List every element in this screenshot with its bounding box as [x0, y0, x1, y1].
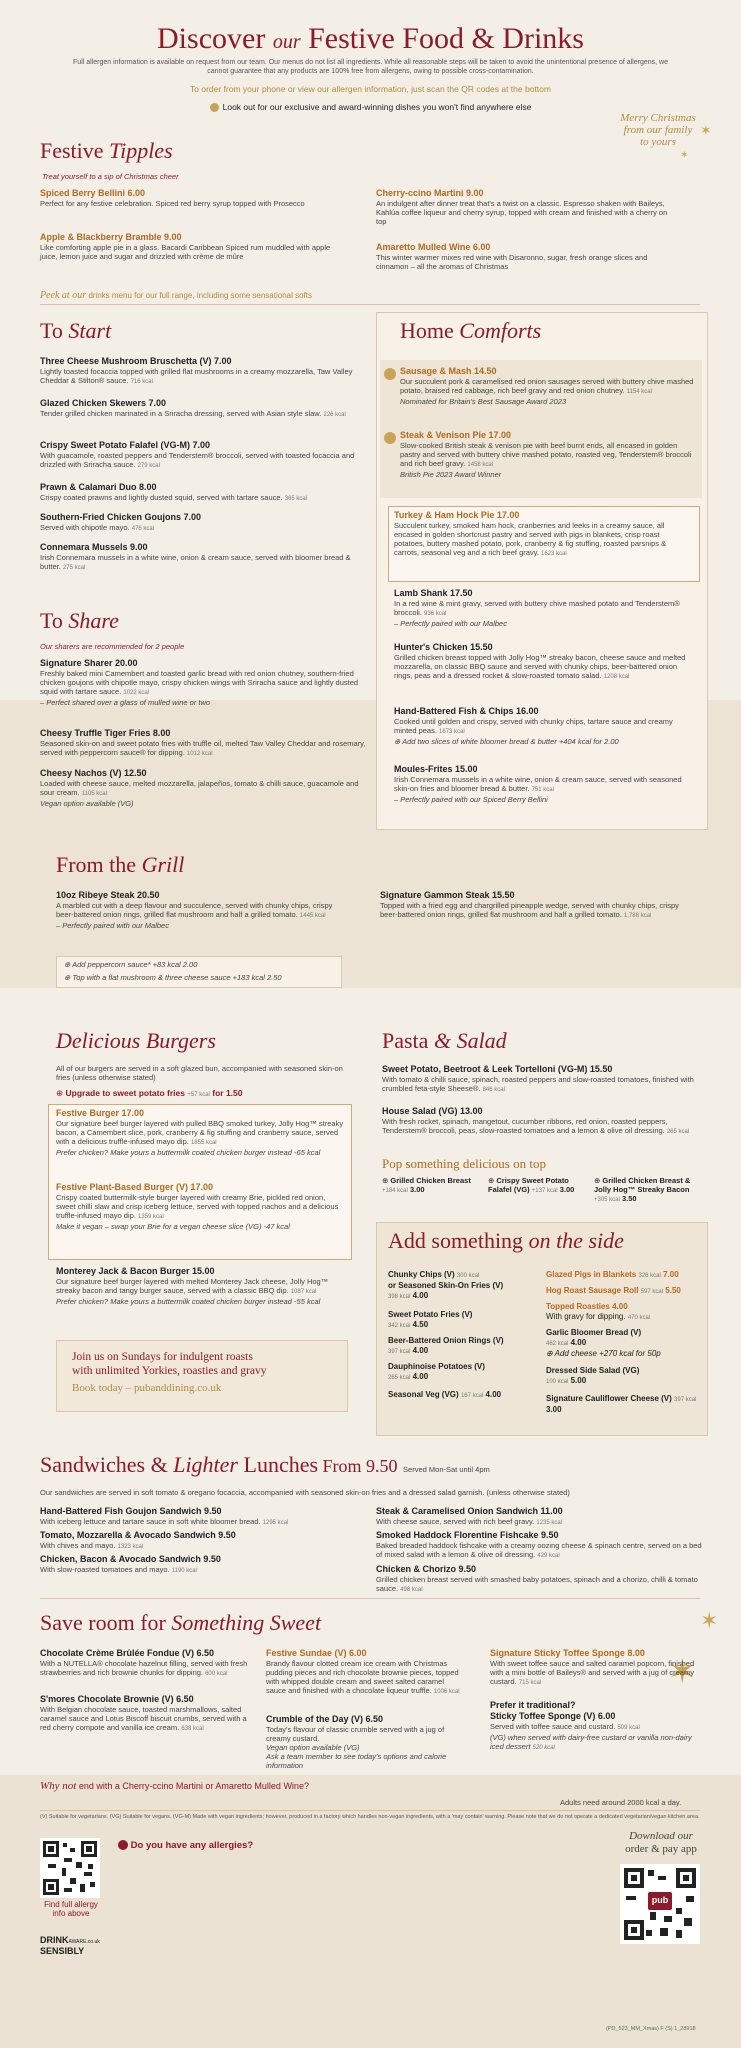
share-note: Our sharers are recommended for 2 people [40, 642, 185, 651]
order-instructions: To order from your phone or view our allergen information, just scan the QR codes at the bottom [190, 84, 551, 94]
sandwiches-title: Sandwiches & Lighter Lunches From 9.50 Served Mon-Sat until 4pm [40, 1452, 490, 1477]
greeting-line-1: Merry Christmas [620, 112, 696, 124]
sandwiches-intro: Our sandwiches are served in soft tomato & oregano focaccia, accompanied with seasoned skin-on fries and a dressed salad garnish. (unless otherwise stated) [40, 1488, 570, 1497]
tipples-title: Festive Tipples [40, 138, 173, 163]
menu-item: Crispy Sweet Potato Falafel (VG-M) 7.00 With guacamole, roasted peppers and Tenderstem® broccoli, served with toasted focaccia and drizzled with Sriracha sauce. 279 kcal [40, 440, 355, 469]
why-not-note: Why not end with a Cherry-ccino Martini or Amaretto Mulled Wine? [40, 1780, 309, 1792]
app-logo: pub [651, 1895, 669, 1905]
menu-item: Crumble of the Day (V) 6.50 Today's flavour of classic crumble served with a jug of creamy custard. Vegan option available (VG) Ask a team member to see today's options and calorie information [266, 1714, 447, 1770]
divider [40, 1598, 700, 1599]
qr-code-icon [40, 1838, 100, 1898]
divider [40, 304, 700, 305]
menu-item: Cheesy Nachos (V) 12.50 Loaded with cheese sauce, melted mozzarella, jalapeños, tomato & chilli sauce, guacamole and sour cream. 1105 kcal Vegan option available (VG) [40, 768, 359, 808]
star-icon: ✶ [680, 150, 689, 161]
menu-item: Hand-Battered Fish & Chips 16.00 Cooked until golden and crispy, served with chunky chips, tartare sauce and creamy minted peas. 1673 kcal ⊕ Add two slices of white bloomer bread & butter +404 kcal for 2.00 [394, 706, 673, 746]
download-app: Download our order & pay app [625, 1830, 697, 1855]
award-medal-icon [210, 103, 219, 112]
divider [40, 1810, 700, 1811]
app-qr-code[interactable] [620, 1864, 700, 1944]
find-allergy-info: Find full allergy info above [44, 1900, 98, 1918]
topper-item: ⊕ Crispy Sweet Potato Falafel (VG) +137 kcal 3.00 [488, 1176, 575, 1194]
book-today-link[interactable]: Book today – pubanddining.co.uk [72, 1382, 222, 1394]
menu-item: Steak & Caramelised Onion Sandwich 11.00 With cheese sauce, served with rich beef gravy. 1235 kcal [376, 1506, 563, 1526]
menu-item: Monterey Jack & Bacon Burger 15.00 Our signature beef burger layered with melted Monterey Jack cheese, Jolly Hog™ streaky bacon and tangy burger sauce, served with a classic BBQ dip. 1087 kcal Prefer chicken? Make yours a buttermilk coated chicken burger instead -55 kcal [56, 1266, 329, 1306]
side-item: Seasonal Veg (VG) 167 kcal 4.00 [388, 1390, 502, 1399]
menu-item: Chicken, Bacon & Avocado Sandwich 9.50 With slow-roasted tomatoes and mayo. 1190 kcal [40, 1554, 221, 1574]
tipples-note: Treat yourself to a sip of Christmas cheer [42, 172, 179, 181]
sides-title: Add something on the side [388, 1228, 624, 1253]
menu-item: Lamb Shank 17.50 In a red wine & mint gravy, served with buttery chive mashed potato and Tenderstem® broccoli. 936 kcal – Perfectly paired with our Malbec [394, 588, 680, 628]
diet-legend: (V) Suitable for vegetarians. (VG) Suitable for vegans. (VG-M) Made with vegan ingredients; however, produced in a factory which handles non-vegan ingredients, with a 'may contain' warning. Please note that we do not operate a dedicated vegetarian/vegan kitchen area. [40, 1814, 700, 1820]
award-medal-icon [384, 368, 396, 380]
tipple-item: Apple & Blackberry Bramble 9.00 Like comforting apple pie in a glass. Bacardi Caribbean Spiced rum muddled with apple juice, lemon juice and sugar and drizzled with crème de mûre [40, 232, 331, 261]
side-item: Glazed Pigs in Blankets 326 kcal 7.00 [546, 1270, 679, 1279]
burgers-intro: All of our burgers are served in a soft glazed bun, accompanied with seasoned skin-on fries (unless otherwise stated) [56, 1064, 343, 1082]
side-item: Signature Cauliflower Cheese (V) 397 kcal 3.00 [546, 1394, 697, 1414]
side-item: Garlic Bloomer Bread (V) 462 kcal 4.00 ⊕ Add cheese +270 kcal for 50p [546, 1328, 661, 1358]
side-item: Chunky Chips (V) 300 kcal or Seasoned Skin-On Fries (V) 398 kcal 4.00 [388, 1270, 504, 1300]
menu-item: S'mores Chocolate Brownie (V) 6.50 With Belgian chocolate sauce, toasted marshmallows, salted caramel sauce and Lotus Biscoff biscuit crumbs, served with a red cherry compote and vanilla ice cream. 638 kcal [40, 1694, 247, 1732]
star-icon: ✶ [700, 122, 712, 138]
star-icon: ✶ [668, 1653, 697, 1691]
page-title: Discover our Festive Food & Drinks [157, 22, 584, 55]
grill-title: From the Grill [56, 852, 185, 877]
menu-item: Chicken & Chorizo 9.50 Grilled chicken breast served with smashed baby potatoes, spinach and a chorizo, chilli & tomato sauce. 498 kcal [376, 1564, 698, 1593]
menu-item: Chocolate Crème Brûlée Fondue (V) 6.50 With a NUTELLA® chocolate hazelnut filling, served with fresh strawberries and rich brownie chunks for dipping. 600 kcal [40, 1648, 248, 1677]
side-item: Hog Roast Sausage Roll 597 kcal 5.50 [546, 1286, 681, 1295]
menu-item: Sweet Potato, Beetroot & Leek Tortelloni (VG-M) 15.50 With tomato & chilli sauce, spinach, roasted peppers and slow-roasted tomatoes, finished with crumbled feta-style Sheese®. 846 kcal [382, 1064, 694, 1093]
star-icon: ✶ [700, 1608, 719, 1633]
menu-item: Sausage & Mash 14.50 Our succulent pork & caramelised red onion sausages served with buttery chive mashed potato, braised red cabbage, rich beef gravy and red onion chutney. 1154 kcal Nominated for Britain's Best Sausage Award 2023 [400, 366, 694, 406]
print-code: (PD_523_MM_Xmas) F (S) 1_28918 [606, 2026, 696, 2032]
pasta-title: Pasta & Salad [382, 1028, 507, 1053]
menu-item: Connemara Mussels 9.00 Irish Connemara mussels in a white wine, onion & cream sauce, served with bloomer bread & butter. 275 kcal [40, 542, 351, 571]
menu-item: Signature Gammon Steak 15.50 Topped with a fried egg and chargrilled pineapple wedge, served with chunky chips, crispy beer-battered onion rings, grilled flat mushroom and half a grilled tomato. 1,788 kcal [380, 890, 679, 919]
burgers-title: Delicious Burgers [56, 1028, 216, 1053]
menu-item: Signature Sharer 20.00 Freshly baked mini Camembert and toasted garlic bread with red onion chutney, southern-fried chicken goujons with chipotle mayo, crispy chicken wings with Sriracha sauce and lightly dusted squid with tartare sauce. 1022 kcal – Perfect shared over a glass of mulled wine or two [40, 658, 359, 707]
side-item: Dauphinoise Potatoes (V) 265 kcal 4.00 [388, 1362, 485, 1381]
sundays-roasts-text: Join us on Sundays for indulgent roasts with unlimited Yorkies, roasties and gravy [72, 1351, 267, 1377]
adults-kcal-note: Adults need around 2000 kcal a day. [560, 1798, 682, 1807]
grill-addon: ⊕ Add peppercorn sauce* +83 kcal 2.00 [64, 960, 198, 969]
tipple-item: Spiced Berry Bellini 6.00 Perfect for any festive celebration. Spiced red berry syrup topped with Prosecco [40, 188, 305, 208]
menu-item: Three Cheese Mushroom Bruschetta (V) 7.00 Lightly toasted focaccia topped with grilled flat mushrooms in a creamy mozzarella, Taw Valley Cheddar & Stilton® sauce. 716 kcal [40, 356, 353, 385]
sweet-title: Save room for Something Sweet [40, 1610, 322, 1635]
menu-item: Festive Burger 17.00 Our signature beef burger layered with pulled BBQ smoked turkey, Jolly Hog™ streaky bacon, a Camembert slice, pork, cranberry & fig stuffing and cranberry sauce, served with a delicious truffle-infused mayo dip. 1855 kcal Prefer chicken? Make yours a buttermilk coated chicken burger instead -65 kcal [56, 1108, 344, 1157]
menu-item: Steak & Venison Pie 17.00 Slow-cooked British steak & venison pie with beef burnt ends, all encased in golden pastry and served with buttery chive mashed potato, roasted veg, Tenderstem® broccoli and rich beef gravy. 1458 kcal British Pie 2023 Award Winner [400, 430, 692, 479]
menu-item: Prawn & Calamari Duo 8.00 Crispy coated prawns and lightly dusted squid, served with tartare sauce. 365 kcal [40, 482, 308, 502]
side-item: Beer-Battered Onion Rings (V) 397 kcal 4.00 [388, 1336, 504, 1355]
menu-item: Turkey & Ham Hock Pie 17.00 Succulent turkey, smoked ham hock, cranberries and leeks in a creamy sauce, all encased in golden shortcrust pastry and served with pigs in blankets, crisp roast potatoes, buttery mashed potato, pork, cranberry & fig stuffing, roasted parsnips & carrots, seasonal veg and a rich beef gravy. 1623 kcal [394, 510, 667, 557]
tipple-item: Amaretto Mulled Wine 6.00 This winter warmer mixes red wine with Disaronno, sugar, fresh orange slices and cinnamon – all the aromas of Christmas [376, 242, 648, 271]
menu-item: Prefer it traditional? Sticky Toffee Sponge (V) 6.00 Served with toffee sauce and custard. 509 kcal (VG) when served with dairy-free custard or vanilla non-dairy iced dessert 520 kcal [490, 1700, 692, 1751]
greeting-line-3: to yours [640, 136, 676, 148]
menu-item: Festive Plant-Based Burger (V) 17.00 Crispy coated buttermilk-style burger layered with creamy Brie, pickled red onion, sweet chilli slaw and crisp iceberg lettuce, served with topped nachos and a delicious truffle-infused mayo dip. 1359 kcal Make it vegan – swap your Brie for a vegan cheese slice (VG) -47 kcal [56, 1182, 339, 1231]
allergies-question: Do you have any allergies? [118, 1840, 253, 1851]
drink-aware-logo: DRINKAWARE.co.uk SENSIBLY [40, 1935, 100, 1956]
menu-item: Cheesy Truffle Tiger Fries 8.00 Seasoned skin-on and sweet potato fries with truffle oil, melted Taw Valley Cheddar and rosemary, served with peppercorn sauce® for dipping. 1012 kcal [40, 728, 366, 757]
side-item: Topped Roasties 4.00 With gravy for dipping. 470 kcal [546, 1302, 651, 1321]
grill-addon: ⊕ Top with a flat mushroom & three cheese sauce +183 kcal 2.50 [64, 973, 282, 982]
side-item: Sweet Potato Fries (V) 342 kcal 4.50 [388, 1310, 473, 1329]
menu-item: Tomato, Mozzarella & Avocado Sandwich 9.50 With chives and mayo. 1323 kcal [40, 1530, 236, 1550]
exclusive-note: Look out for our exclusive and award-winning dishes you won't find anywhere else [0, 102, 741, 112]
menu-item: Hunter's Chicken 15.50 Grilled chicken breast topped with Jolly Hog™ streaky bacon, cheese sauce and melted mozzarella, on classic BBQ sauce and served with chunky chips, beer-battered onion rings, peas and a dressed rocket & slow-roasted tomato salad. 1208 kcal [394, 642, 686, 680]
menu-item: Glazed Chicken Skewers 7.00 Tender grilled chicken marinated in a Sriracha dressing, served with Asian style slaw. 226 kcal [40, 398, 346, 418]
share-title: To Share [40, 608, 119, 633]
info-icon [118, 1840, 128, 1850]
tipple-item: Cherry-ccino Martini 9.00 An indulgent after dinner treat that's a twist on a classic. Espresso shaken with Baileys, Kahlúa coffee liqueur and cherry syrup, topped with cream and finished with a cherry on top [376, 188, 668, 226]
home-title: Home Comforts [400, 318, 542, 343]
start-title: To Start [40, 318, 112, 343]
allergen-intro: Full allergen information is available on request from our team. Our menus do not list all ingredients. While all reasonable steps will be taken to avoid the unintentional presence of allergens, we cannot guarantee that any products are 100% free from allergens, owing to possible cross-contamination. [73, 59, 668, 75]
menu-item: Smoked Haddock Florentine Fishcake 9.50 Baked breaded haddock fishcake with a creamy oozing cheese & spinach centre, served on a bed of mixed salad with a lemon & olive oil dressing. 429 kcal [376, 1530, 702, 1559]
greeting-line-2: from our family [623, 124, 693, 136]
award-medal-icon [384, 432, 396, 444]
menu-item: 10oz Ribeye Steak 20.50 A marbled cut with a deep flavour and succulence, served with chunky chips, crispy beer-battered onion rings, grilled flat mushroom and half a grilled tomato. 1445 kcal – Perfectly paired with our Malbec [56, 890, 333, 930]
topper-item: ⊕ Grilled Chicken Breast +184 kcal 3.00 [382, 1176, 471, 1194]
pop-on-top-title: Pop something delicious on top [382, 1156, 546, 1171]
drinks-menu-note: Peek at our drinks menu for our full range, including some sensational softs [40, 290, 312, 301]
menu-item: Hand-Battered Fish Goujon Sandwich 9.50 With iceberg lettuce and tartare sauce in soft white bloomer bread. 1295 kcal [40, 1506, 289, 1526]
upgrade-fries: ⊕ Upgrade to sweet potato fries +57 kcal for 1.50 [56, 1088, 243, 1098]
menu-item: Moules-Frites 15.00 Irish Connemara mussels in a white wine, onion & cream sauce, served with seasoned skin-on fries and bloomer bread & butter. 751 kcal – Perfectly paired with our Spiced Berry Bellini [394, 764, 682, 804]
allergy-qr-code[interactable] [40, 1838, 100, 1898]
menu-item: Southern-Fried Chicken Goujons 7.00 Served with chipotle mayo. 476 kcal [40, 512, 202, 532]
menu-item: Festive Sundae (V) 6.00 Brandy flavour clotted cream ice cream with Christmas pudding pieces and rich chocolate brownie pieces, topped with whipped double cream and sweet salted caramel sauce and finished with a chocolate liqueur truffle. 1006 kcal [266, 1648, 460, 1695]
side-item: Dressed Side Salad (VG) 100 kcal 5.00 [546, 1366, 640, 1385]
menu-item: House Salad (VG) 13.00 With fresh rocket, spinach, mangetout, cucumber ribbons, red onion, roasted peppers, Tenderstem® broccoli, peas, slow-roasted tomatoes and a lemon & olive oil dressing. 265 kcal [382, 1106, 690, 1135]
topper-item: ⊕ Grilled Chicken Breast & Jolly Hog™ Streaky Bacon +305 kcal 3.50 [594, 1176, 691, 1203]
menu-item: Signature Sticky Toffee Sponge 8.00 With sweet toffee sauce and salted caramel popcorn, finished with a mini bottle of Baileys® and served with a jug of creamy custard. 715 kcal [490, 1648, 695, 1686]
